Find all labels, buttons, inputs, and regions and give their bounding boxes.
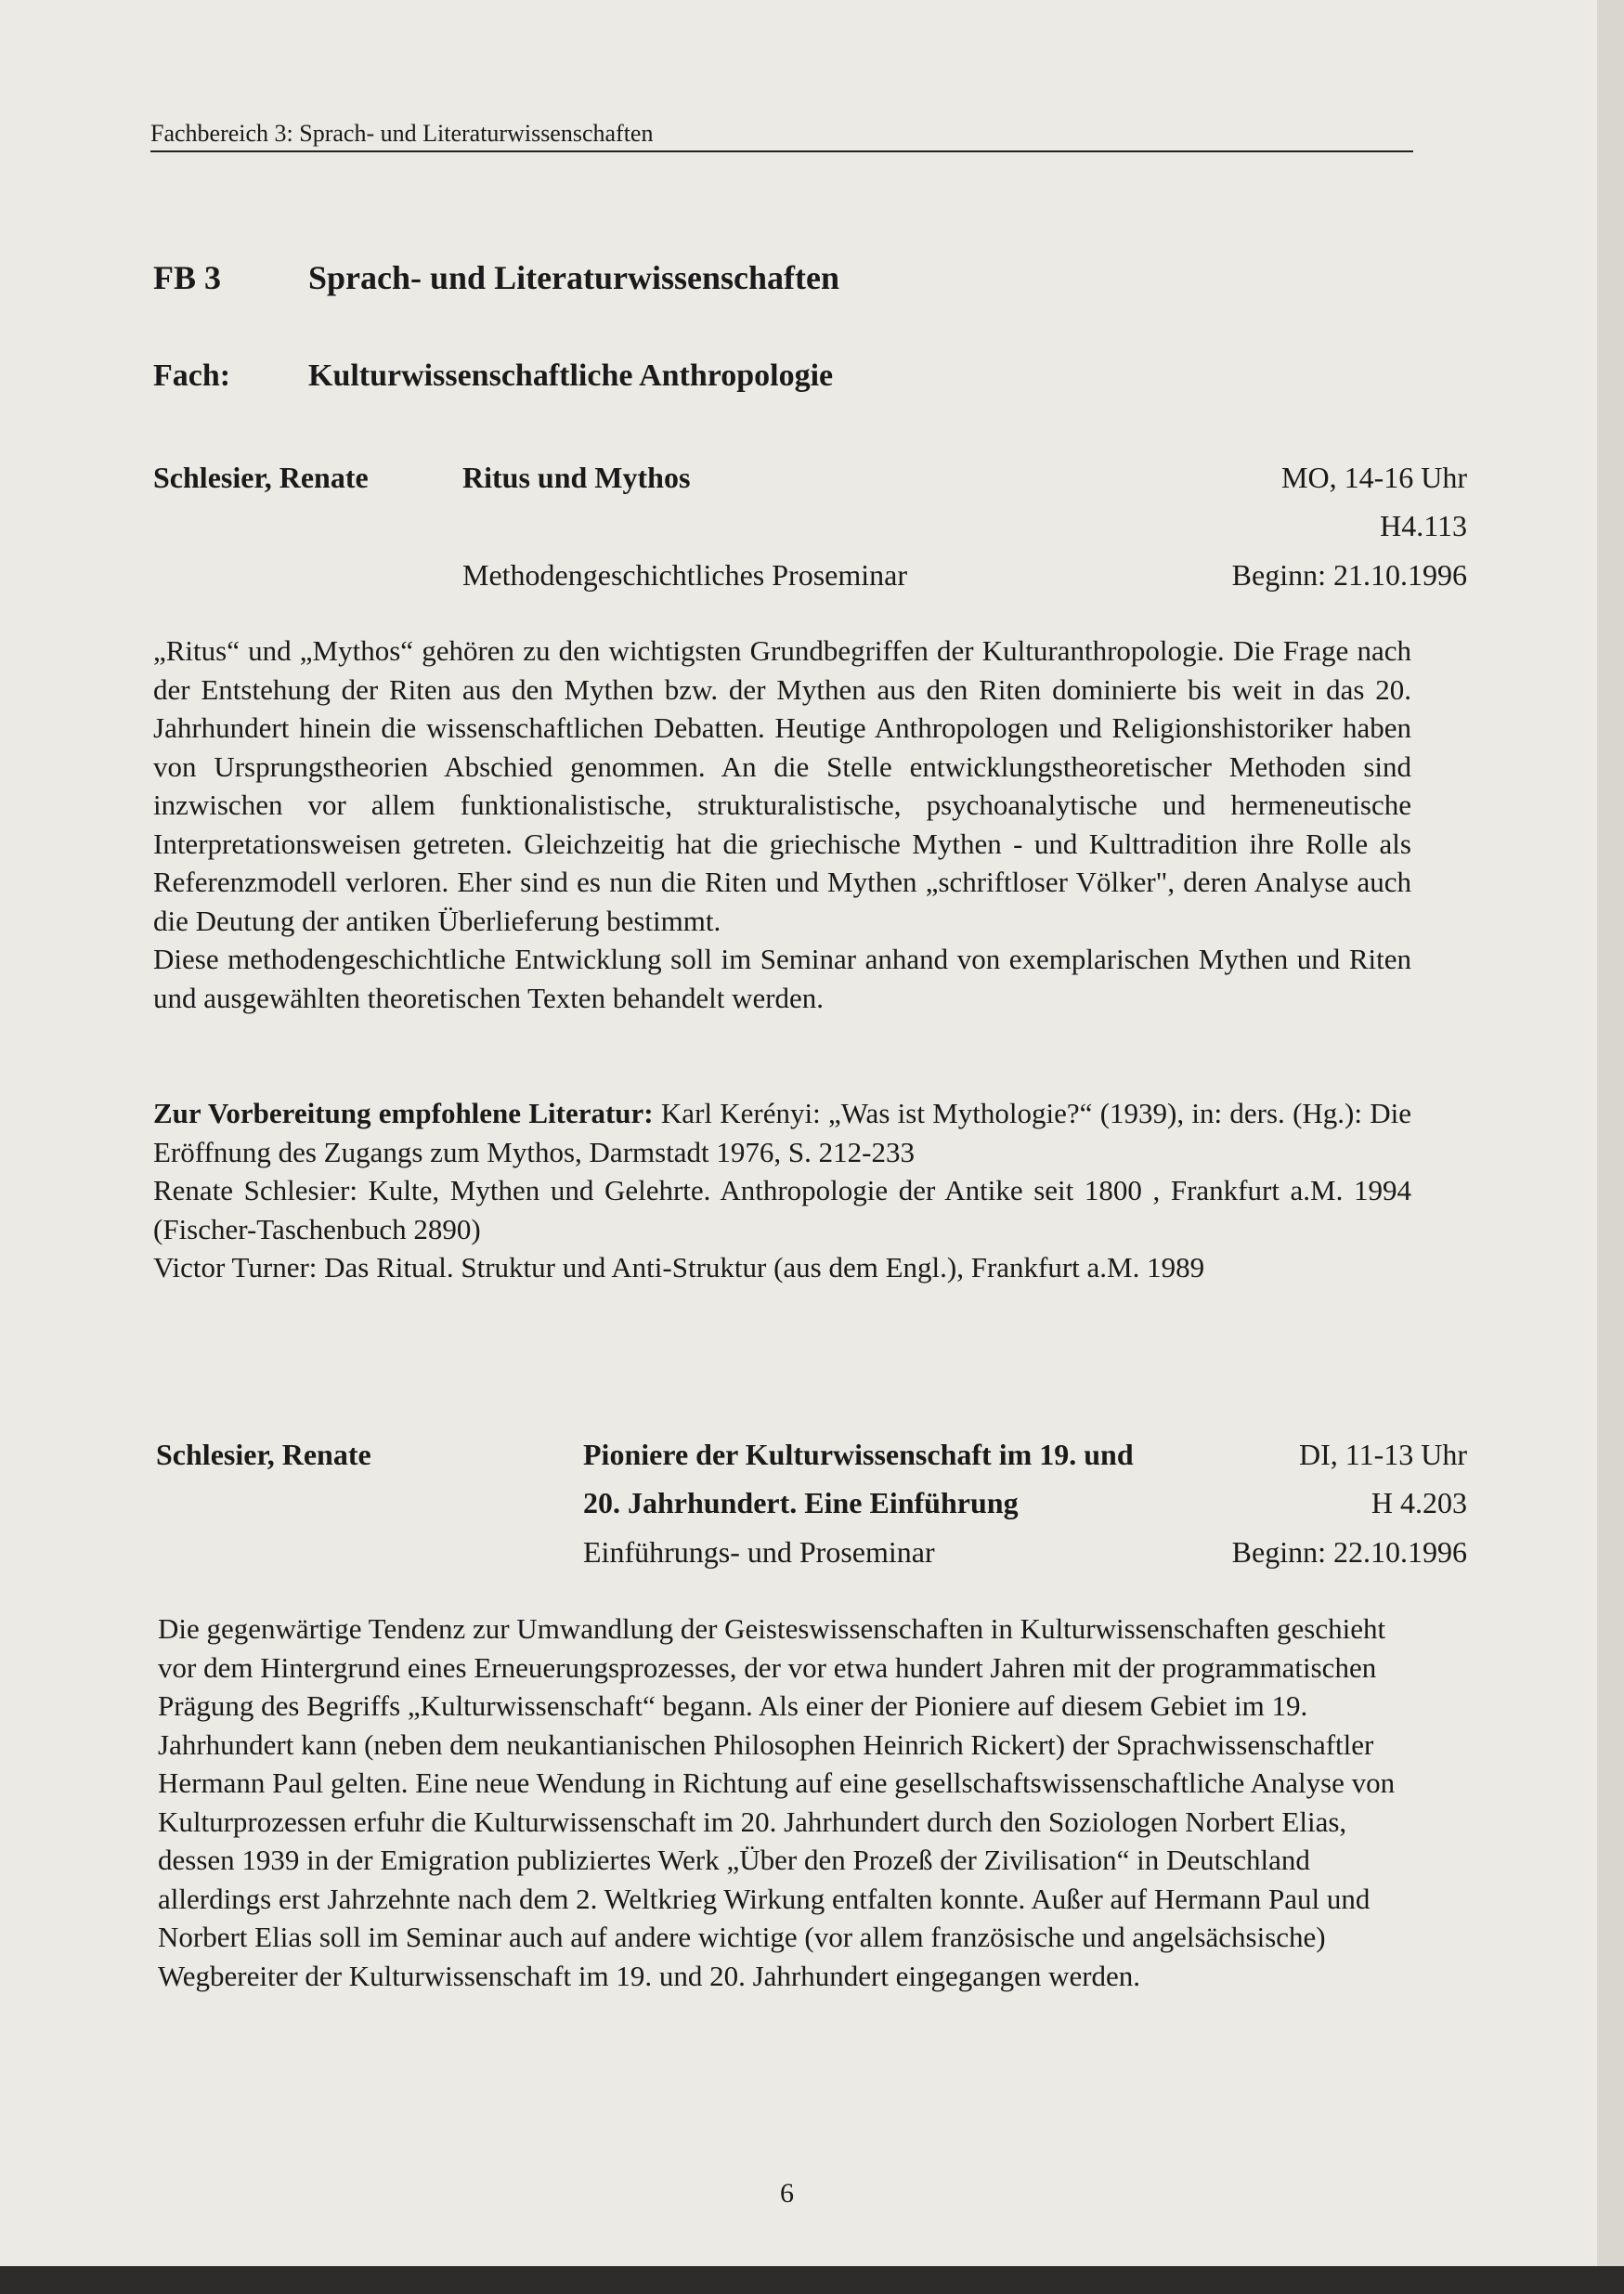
- course1-lecturer: Schlesier, Renate: [153, 461, 369, 494]
- course2-lecturer: Schlesier, Renate: [156, 1438, 371, 1471]
- course1-start: Beginn: 21.10.1996: [1231, 558, 1467, 592]
- course2-description: Die gegenwärtige Tendenz zur Umwandlung der Geisteswissenschaften in Kulturwissenschaften geschieht vor dem Hintergrund eines Erneuerungsprozesses, der vor etwa hundert Jahren mit der programmatischen Prägung des Begriffs „Kulturwissenschaft“ begann. Als einer der Pioniere auf diesem Gebiet im 19. Jahrhundert kann (neben dem neukantianischen Philosophen Heinrich Rickert) der Sprachwissenschaftler Hermann Paul gelten. Eine neue Wendung in Richtung auf eine gesellschaftswissenschaftliche Analyse von Kulturprozessen erfuhr die Kulturwissenschaft im 20. Jahrhundert durch den Soziologen Norbert Elias, dessen 1939 in der Emigration publiziertes Werk „Über den Prozeß der Zivilisation“ in Deutschland allerdings erst Jahrzehnte nach dem 2. Weltkrieg Wirkung entfalten konnte. Außer auf Hermann Paul und Norbert Elias soll im Seminar auch auf andere wichtige (vor allem französische und angelsächsische) Wegbereiter der Kulturwissenschaft im 19. und 20. Jahrhundert eingegangen werden.: [158, 1612, 1396, 1992]
- course1-description-p2: Diese methodengeschichtliche Entwicklung soll im Seminar anhand von exemplarischen Mythen und Riten und ausgewählten theoretischen Texten behandelt werden.: [153, 943, 1411, 1014]
- page-number: 6: [780, 2178, 794, 2209]
- course2-time: DI, 11-13 Uhr: [1299, 1438, 1467, 1471]
- literature-entry-3: Victor Turner: Das Ritual. Struktur und Anti-Struktur (aus dem Engl.), Frankfurt a.M. 1989: [153, 1251, 1205, 1284]
- course2-start: Beginn: 22.10.1996: [1231, 1535, 1467, 1569]
- literature-entry-2: Renate Schlesier: Kulte, Mythen und Gelehrte. Anthropologie der Antike seit 1800 , Frankfurt a.M. 1994 (Fischer-Taschenbuch 2890): [153, 1174, 1411, 1245]
- course1-description-p1: „Ritus“ und „Mythos“ gehören zu den wichtigsten Grundbegriffen der Kulturanthropologie. Die Frage nach der Entstehung der Riten aus den Mythen bzw. der Mythen aus den Riten dominierte bis weit in das 20. Jahrhundert hinein die wissenschaftlichen Debatten. Heutige Anthropologen und Religionshistoriker haben von Ursprungstheorien Abschied genommen. An die Stelle entwicklungstheoretischer Methoden sind inzwischen vor allem funktionalistische, strukturalistische, psychoanalytische und hermeneutische Interpretationsweisen getreten. Gleichzeitig hat die griechische Mythen - und Kulttradition ihre Rolle als Referenzmodell verloren. Eher sind es nun die Riten und Mythen „schriftloser Völker", deren Analyse auch die Deutung der antiken Überlieferung bestimmt.: [153, 634, 1411, 937]
- course1-time: MO, 14-16 Uhr: [1281, 461, 1467, 494]
- course1-literature: [153, 1094, 1411, 1287]
- course2-title-line1: Pioniere der Kulturwissenschaft im 19. und: [583, 1438, 1134, 1471]
- faculty-name: Sprach- und Literaturwissenschaften: [308, 259, 840, 296]
- course1-title: Ritus und Mythos: [462, 461, 691, 494]
- subject-name: Kulturwissenschaftliche Anthropologie: [308, 358, 834, 393]
- page-edge-right: [1597, 0, 1624, 2294]
- course1-type: Methodengeschichtliches Proseminar: [462, 558, 907, 592]
- course2-room: H 4.203: [1371, 1486, 1467, 1519]
- literature-label: Zur Vorbereitung empfohlene Literatur:: [153, 1097, 654, 1129]
- course1-room: H4.113: [1380, 509, 1467, 542]
- running-header: Fachbereich 3: Sprach- und Literaturwissenschaften: [150, 119, 1413, 152]
- course2-type: Einführungs- und Proseminar: [583, 1535, 935, 1569]
- literature-entry-1: Zur Vorbereitung empfohlene Literatur: Karl Kerényi: „Was ist Mythologie?“ (1939), in: ders. (Hg.): Die Eröffnung des Zugangs zum Mythos, Darmstadt 1976, S. 212-233: [153, 1097, 1412, 1168]
- course1-description: [153, 632, 1411, 1017]
- course2-title-line2: 20. Jahrhundert. Eine Einführung: [583, 1486, 1019, 1519]
- faculty-code: FB 3: [153, 259, 222, 296]
- subject-label: Fach:: [153, 358, 231, 393]
- page-edge-bottom: [0, 2266, 1624, 2294]
